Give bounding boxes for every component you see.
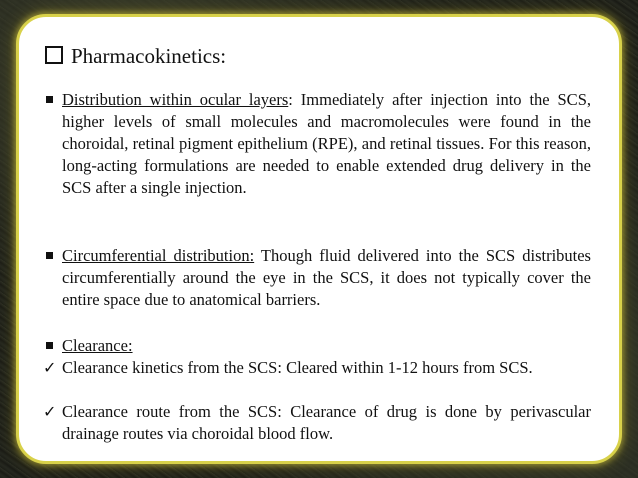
bullet-heading-colon: : (288, 90, 293, 109)
bullet-text (62, 245, 591, 311)
square-bullet-icon (46, 342, 53, 349)
bullet-body: Immediately after injection into the SCS, higher levels of small molecules and macromolecules were found in the choroidal, retinal pigment epithelium (RPE), and retinal tissues. For this reason, long-acting formulations are needed to enable extended drug delivery in the SCS after a single injection. (62, 90, 591, 197)
bullet-text (62, 335, 591, 357)
bullet-heading: Circumferential distribution: (62, 246, 255, 265)
square-bullet-icon (46, 252, 53, 259)
bullet-body: Though fluid delivered into the SCS distributes circumferentially around the eye in the SCS, it does not typically cover the entire space due to anatomical barriers. (62, 246, 591, 309)
slide-title (45, 43, 226, 69)
bullet-distribution (45, 89, 591, 199)
checkbox-square-icon (45, 46, 63, 64)
slide-title-text: Pharmacokinetics: (71, 44, 227, 68)
check-item-route (45, 401, 591, 445)
bullet-clearance (45, 335, 591, 357)
bullet-heading: Distribution within ocular layers (62, 90, 289, 109)
slide-card (16, 14, 622, 464)
square-bullet-icon (46, 96, 53, 103)
check-text: Clearance kinetics from the SCS: Cleared within 1-12 hours from SCS. (62, 358, 533, 377)
check-text: Clearance route from the SCS: Clearance of drug is done by perivascular drainage routes via choroidal blood flow. (62, 402, 591, 443)
bullet-text (62, 89, 591, 199)
check-item-kinetics (45, 357, 591, 379)
bullet-heading: Clearance: (62, 336, 133, 355)
checkmark-icon: ✓ (43, 358, 57, 377)
bullet-circumferential (45, 245, 591, 311)
checkmark-icon: ✓ (43, 402, 57, 421)
